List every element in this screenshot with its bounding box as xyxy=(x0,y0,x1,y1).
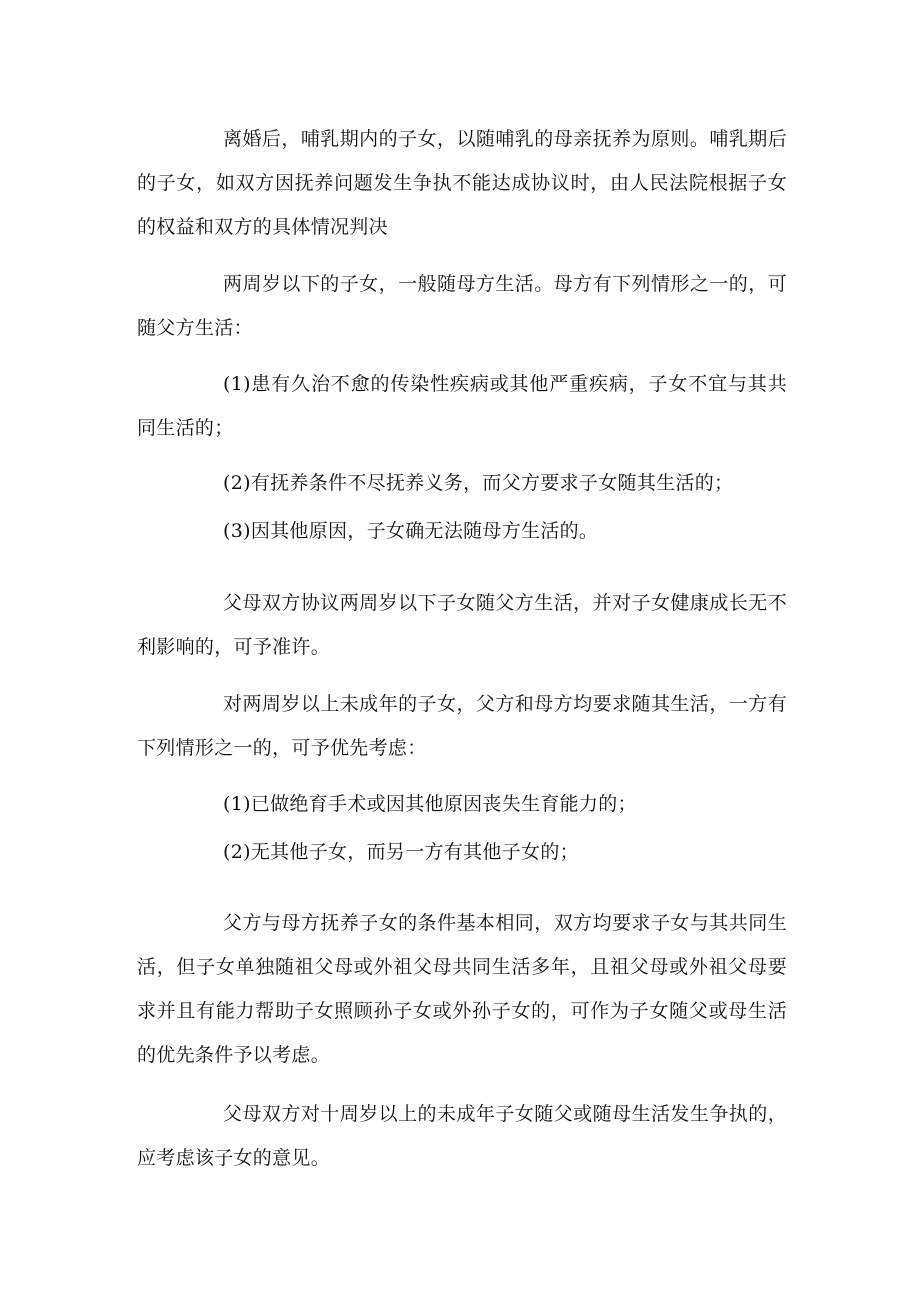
paragraph-grandparents: 父方与母方抚养子女的条件基本相同，双方均要求子女与其共同生活，但子女单独随祖父母或外祖父母共同生活多年，且祖父母或外祖父母要求并且有能力帮助子女照顾孙子女或外孙子女的，可作为子女随父或母生活的优先条件予以考虑。 xyxy=(137,912,787,1066)
paragraph-condition-2: (2)有抚养条件不尽抚养义务，而父方要求子女随其生活的； xyxy=(223,472,734,494)
paragraph-priority-2: (2)无其他子女，而另一方有其他子女的； xyxy=(223,841,579,863)
paragraph-priority-1: (1)已做绝育手术或因其他原因丧失生育能力的； xyxy=(223,793,637,815)
paragraph-agreement: 父母双方协议两周岁以下子女随父方生活，并对子女健康成长无不利影响的，可予准许。 xyxy=(137,592,787,658)
paragraph-condition-3: (3)因其他原因，子女确无法随母方生活的。 xyxy=(223,520,599,542)
paragraph-nursing-principle: 离婚后，哺乳期内的子女，以随哺乳的母亲抚养为原则。哺乳期后的子女，如双方因抚养问题发生争执不能达成协议时，由人民法院根据子女的权益和双方的具体情况判决 xyxy=(137,128,787,238)
paragraph-condition-1: (1)患有久治不愈的传染性疾病或其他严重疾病，子女不宜与其共同生活的； xyxy=(137,373,787,439)
paragraph-under-two: 两周岁以下的子女，一般随母方生活。母方有下列情形之一的，可随父方生活： xyxy=(137,273,787,339)
paragraph-over-ten: 父母双方对十周岁以上的未成年子女随父或随母生活发生争执的，应考虑该子女的意见。 xyxy=(137,1103,787,1169)
paragraph-over-two: 对两周岁以上未成年的子女，父方和母方均要求随其生活，一方有下列情形之一的，可予优先考虑： xyxy=(137,693,787,759)
